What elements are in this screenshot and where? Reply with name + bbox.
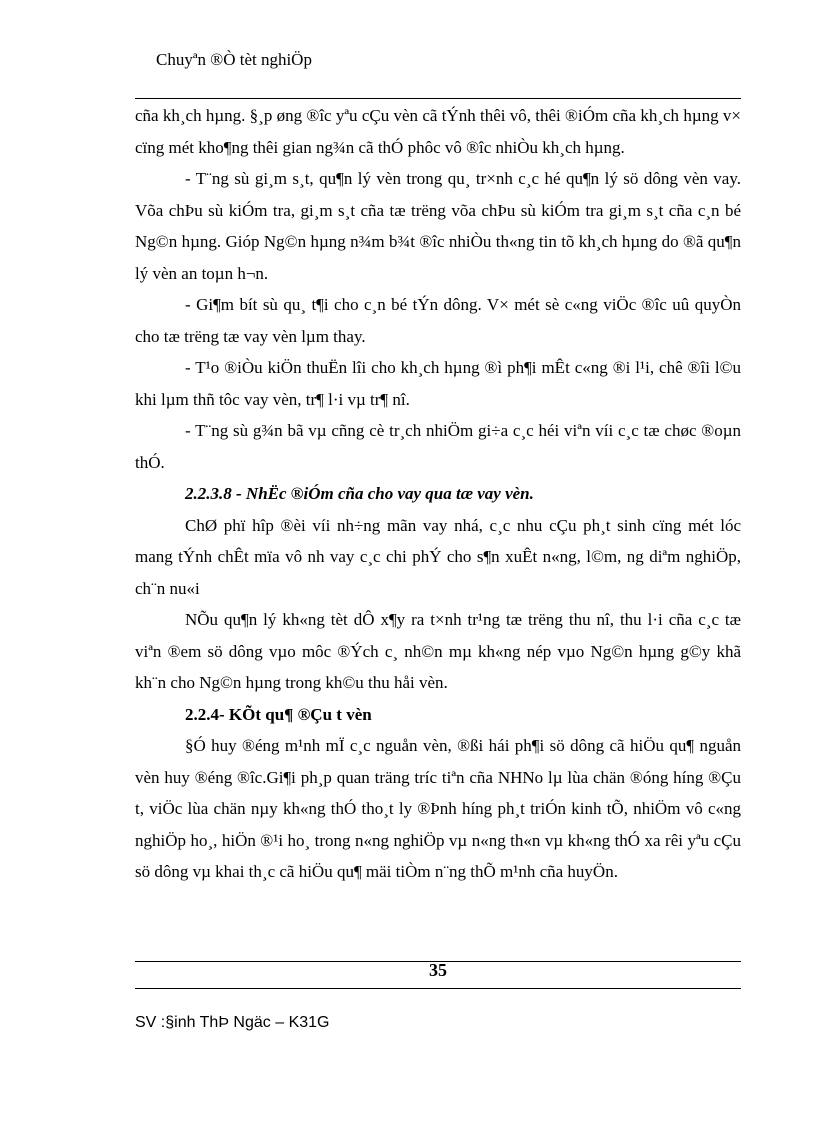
body-paragraph: - T¹o ®iÒu kiÖn thuËn lîi cho kh¸ch hµng ®ì ph¶i mÊt c«ng ®i l¹i, chê ®îi l©u khi lµm thñ tôc vay vèn, tr¶ l·i vµ tr¶ nî. xyxy=(135,358,741,409)
header-rule xyxy=(135,98,741,99)
footer-rule-bottom xyxy=(135,988,741,989)
document-body xyxy=(135,100,741,888)
body-paragraph: - Gi¶m bít sù qu¸ t¶i cho c¸n bé tÝn dông. V× mét sè c«ng viÖc ®îc uû quyÒn cho tæ trëng tæ vay vèn lµm thay. xyxy=(135,295,741,346)
body-paragraph: cña kh¸ch hµng. §¸p øng ®îc yªu cÇu vèn cã tÝnh thêi vô, thêi ®iÓm cña kh¸ch hµng v× cïng mét kho¶ng thêi gian ng¾n cã thÓ phôc vô ®îc nhiÒu kh¸ch hµng. xyxy=(135,106,741,157)
body-paragraph: §Ó huy ®éng m¹nh mÏ c¸c nguån vèn, ®ßi hái ph¶i sö dông cã hiÖu qu¶ nguån vèn huy ®éng ®îc.Gi¶i ph¸p quan träng tríc tiªn cña NHNo lµ lùa chän ®óng híng ®Çu t, viÖc lùa chän nµy kh«ng thÓ tho¸t ly ®Þnh híng ph¸t triÓn kinh tÕ, nhiÖm vô c«ng nghiÖp ho¸, hiÖn ®¹i ho¸ trong n«ng nghiÖp vµ n«ng th«n vµ kh«ng thÓ xa rêi yªu cÇu sö dông vµ khai th¸c cã hiÖu qu¶ mäi tiÒm n¨ng thÕ m¹nh cña huyÖn. xyxy=(135,736,741,881)
section-heading: 2.2.4- KÕt qu¶ ®Çu t vèn xyxy=(185,704,372,724)
footer-author: SV :§inh ThÞ Ngäc – K31G xyxy=(135,1014,330,1031)
body-paragraph: NÕu qu¶n lý kh«ng tèt dÔ x¶y ra t×nh tr¹ng tæ trëng thu nî, thu l·i cña c¸c tæ viªn ®em sö dông vµo môc ®Ých c¸ nh©n mµ kh«ng nép vµo Ng©n hµng g©y khã kh¨n cho Ng©n hµng trong kh©u thu håi vèn. xyxy=(135,610,741,692)
header-title: Chuyªn ®Ò tèt nghiÖp xyxy=(156,50,312,69)
body-paragraph: - T¨ng sù g¾n bã vµ cñng cè tr¸ch nhiÖm gi÷a c¸c héi viªn víi c¸c tæ chøc ®oµn thÓ. xyxy=(135,421,741,472)
body-paragraph: - T¨ng sù gi¸m s¸t, qu¶n lý vèn trong qu¸ tr×nh c¸c hé qu¶n lý sö dông vèn vay. Võa chÞu sù kiÓm tra, gi¸m s¸t cña tæ trëng võa chÞu sù kiÓm tra gi¸m s¸t cña c¸n bé Ng©n hµng. Gióp Ng©n hµng n¾m b¾t ®îc nhiÒu th«ng tin tõ kh¸ch hµng do ®ã qu¶n lý vèn an toµn h¬n. xyxy=(135,169,741,283)
section-heading: 2.2.3.8 - NhËc ®iÓm cña cho vay qua tæ vay vèn. xyxy=(185,484,534,503)
page-number: 35 xyxy=(429,960,447,980)
body-paragraph: ChØ phï hîp ®èi víi nh÷ng mãn vay nhá, c¸c nhu cÇu ph¸t sinh cïng mét lóc mang tÝnh chÊt mïa vô nh vay c¸c chi phÝ cho s¶n xuÊt n«ng, l©m, ng diªm nghiÖp, ch¨n nu«i xyxy=(135,515,741,598)
